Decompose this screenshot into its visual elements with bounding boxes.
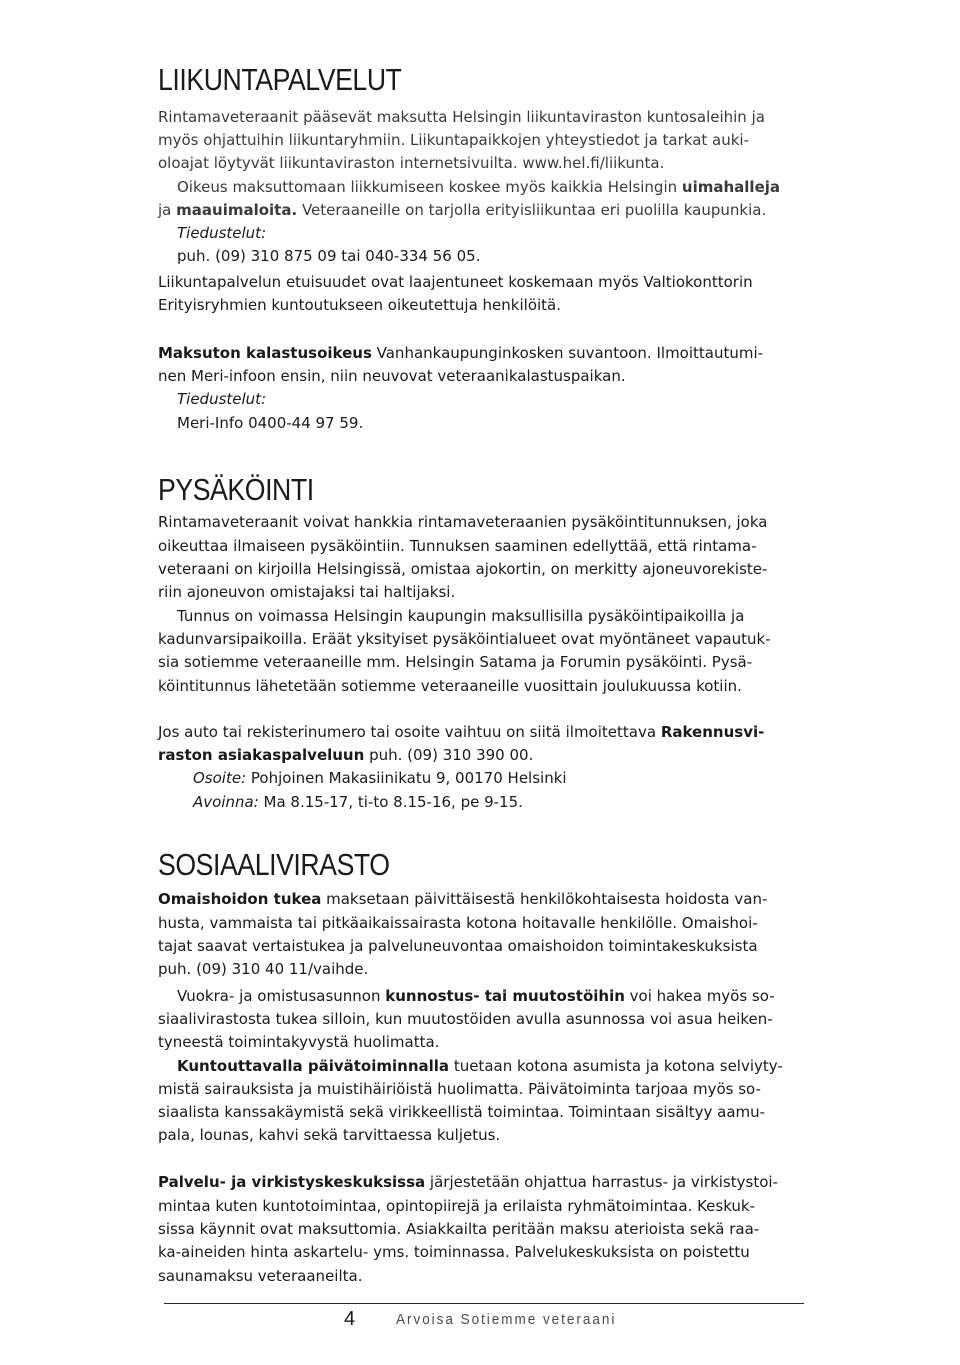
paragraph-line: veteraani on kirjoilla Helsingissä, omistaa ajokortin, on merkitty ajoneuvorekiste- — [158, 560, 768, 578]
paragraph-line: Rintamaveteraanit pääsevät maksutta Helsingin liikuntaviraston kuntosaleihin ja — [158, 108, 765, 126]
paragraph-line: raston asiakaspalveluun puh. (09) 310 390 00. — [158, 746, 534, 764]
paragraph-line: Erityisryhmien kuntoutukseen oikeutettuja henkilöitä. — [158, 296, 562, 314]
paragraph-line: pala, lounas, kahvi sekä tarvittaessa kuljetus. — [158, 1126, 501, 1144]
paragraph-line: ka-aineiden hinta askartelu- yms. toiminnassa. Palvelukeskuksista on poistettu — [158, 1243, 750, 1261]
paragraph-line: Kuntouttavalla päivätoiminnalla tuetaan kotona asumista ja kotona selviyty- — [177, 1057, 783, 1075]
paragraph-line: tajat saavat vertaistukea ja palveluneuvontaa omaishoidon toimintakeskuksista — [158, 937, 758, 955]
paragraph-line: siaalista kanssakäymistä sekä virikkeellistä toimintaa. Toimintaan sisältyy aamu- — [158, 1103, 766, 1121]
section-title-pysakointi: PYSÄKÖINTI — [158, 472, 314, 507]
paragraph-line: ja maauimaloita. Veteraaneille on tarjolla erityisliikuntaa eri puolilla kaupunkia. — [158, 201, 767, 219]
paragraph-line: puh. (09) 310 40 11/vaihde. — [158, 960, 369, 978]
paragraph-line: mintaa kuten kuntotoimintaa, opintopiirejä ja erilaista ryhmätoimintaa. Keskuk- — [158, 1197, 756, 1215]
paragraph-line: Tunnus on voimassa Helsingin kaupungin maksullisilla pysäköintipaikoilla ja — [177, 607, 745, 625]
paragraph-line: Palvelu- ja virkistyskeskuksissa järjestetään ohjattua harrastus- ja virkistystoi- — [158, 1173, 778, 1191]
paragraph-line: kadunvarsipaikoilla. Eräät yksityiset pysäköintialueet ovat myöntäneet vapautuk- — [158, 630, 771, 648]
paragraph-line: Jos auto tai rekisterinumero tai osoite vaihtuu on siitä ilmoitettava Rakennusvi- — [158, 723, 765, 741]
paragraph-line: Liikuntapalvelun etuisuudet ovat laajentuneet koskemaan myös Valtiokonttorin — [158, 273, 753, 291]
paragraph-line: mistä sairauksista ja muistihäiriöistä huolimatta. Päivätoiminta tarjoaa myös so- — [158, 1080, 761, 1098]
section-title-sosiaalivirasto: SOSIAALIVIRASTO — [158, 847, 390, 882]
section-title-liikuntapalvelut: LIIKUNTAPALVELUT — [158, 62, 402, 97]
paragraph-line: Rintamaveteraanit voivat hankkia rintamaveteraanien pysäköintitunnuksen, joka — [158, 513, 768, 531]
paragraph-line: köintitunnus lähetetään sotiemme veteraaneille vuosittain joulukuussa kotiin. — [158, 677, 742, 695]
footer-divider — [164, 1303, 804, 1304]
paragraph-line: saunamaksu veteraaneilta. — [158, 1267, 363, 1285]
page-number: 4 — [344, 1308, 356, 1330]
paragraph-line: sissa käynnit ovat maksuttomia. Asiakkailta peritään maksu aterioista sekä raa- — [158, 1220, 760, 1238]
paragraph-line: Maksuton kalastusoikeus Vanhankaupunginkosken suvantoon. Ilmoittautumi- — [158, 344, 764, 362]
inquiry-label: Tiedustelut: — [177, 224, 267, 242]
paragraph-line: nen Meri-infoon ensin, niin neuvovat veteraanikalastuspaikan. — [158, 367, 626, 385]
paragraph-line: siaalivirastosta tukea silloin, kun muutostöiden avulla asunnossa voi asua heiken- — [158, 1010, 773, 1028]
address-line: Osoite: Pohjoinen Makasiinikatu 9, 00170 Helsinki — [193, 769, 567, 787]
paragraph-line: Omaishoidon tukea maksetaan päivittäisestä henkilökohtaisesta hoidosta van- — [158, 890, 768, 908]
paragraph-line: Oikeus maksuttomaan liikkumiseen koskee myös kaikkia Helsingin uimahalleja — [177, 178, 780, 196]
paragraph-line: husta, vammaista tai pitkäaikaissairasta kotona hoitavalle henkilölle. Omaishoi- — [158, 914, 758, 932]
paragraph-line: tyneestä toimintakyvystä huolimatta. — [158, 1033, 440, 1051]
paragraph-line: sia sotiemme veteraaneille mm. Helsingin Satama ja Forumin pysäköinti. Pysä- — [158, 653, 753, 671]
inquiry-label: Tiedustelut: — [177, 390, 267, 408]
paragraph-line: oikeuttaa ilmaiseen pysäköintiin. Tunnuksen saaminen edellyttää, että rintama- — [158, 537, 757, 555]
paragraph-line: oloajat löytyvät liikuntaviraston internetsivuilta. www.hel.fi/liikunta. — [158, 154, 665, 172]
phone-line: Meri-Info 0400-44 97 59. — [177, 414, 364, 432]
phone-line: puh. (09) 310 875 09 tai 040-334 56 05. — [177, 247, 481, 265]
paragraph-line: Vuokra- ja omistusasunnon kunnostus- tai muutostöihin voi hakea myös so- — [177, 987, 775, 1005]
paragraph-line: riin ajoneuvon omistajaksi tai haltijaksi. — [158, 583, 456, 601]
opening-hours-line: Avoinna: Ma 8.15-17, ti-to 8.15-16, pe 9-15. — [193, 793, 523, 811]
paragraph-line: myös ohjattuihin liikuntaryhmiin. Liikuntapaikkojen yhteystiedot ja tarkat auki- — [158, 131, 750, 149]
publication-title: Arvoisa Sotiemme veteraani — [396, 1311, 617, 1328]
